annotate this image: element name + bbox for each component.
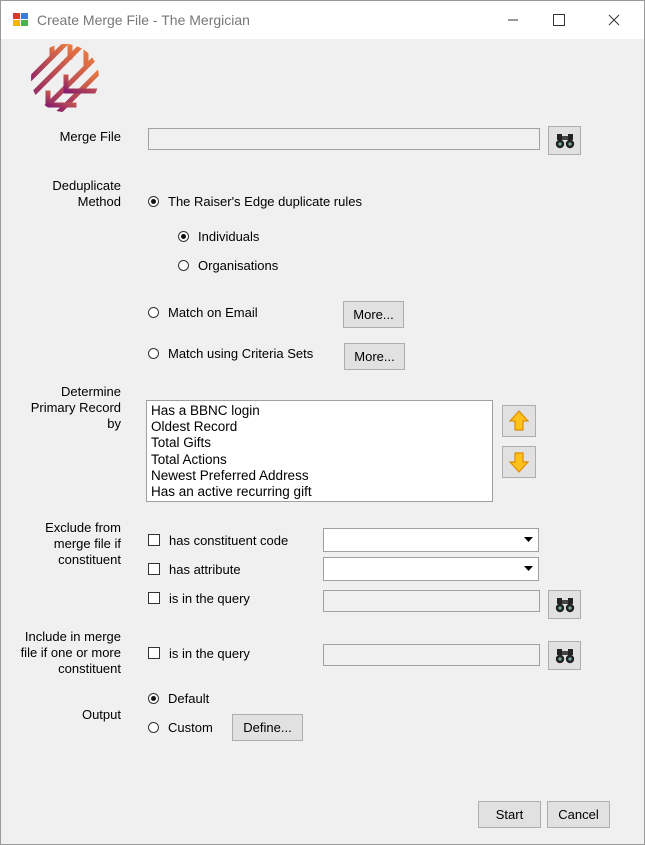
title-bar xyxy=(1,1,644,39)
merge-file-label xyxy=(21,129,121,145)
primary-label-line3: by xyxy=(107,416,121,431)
close-icon xyxy=(608,14,620,26)
merge-file-input[interactable] xyxy=(148,128,540,150)
match-criteria-more-button[interactable]: More... xyxy=(344,343,405,370)
attribute-dropdown[interactable] xyxy=(323,557,539,581)
cancel-button[interactable]: Cancel xyxy=(547,801,610,828)
binoculars-icon xyxy=(555,597,575,613)
exclude-constituent-code-label: has constituent code xyxy=(169,533,289,548)
dedupe-label-line2: Method xyxy=(77,194,121,209)
mergician-logo xyxy=(30,43,100,113)
exclude-query-checkbox[interactable] xyxy=(148,592,160,604)
list-item[interactable]: Has an active recurring gift xyxy=(151,484,312,500)
arrow-up-icon xyxy=(509,410,529,432)
include-label xyxy=(1,629,121,677)
re-rules-label: The Raiser's Edge duplicate rules xyxy=(168,194,362,209)
app-icon xyxy=(12,11,30,29)
merge-file-label-text: Merge File xyxy=(59,129,121,144)
binoculars-icon xyxy=(555,133,575,149)
browse-include-query-button[interactable] xyxy=(548,641,581,670)
exclude-attribute-label: has attribute xyxy=(169,562,241,577)
list-item[interactable]: Oldest Record xyxy=(151,419,238,435)
dedupe-label-line1: Deduplicate xyxy=(52,178,121,193)
output-custom-radio[interactable] xyxy=(148,722,159,733)
browse-merge-file-button[interactable] xyxy=(548,126,581,155)
re-rules-radio[interactable] xyxy=(148,196,159,207)
match-criteria-radio[interactable] xyxy=(148,348,159,359)
include-label-line2: file if one or more xyxy=(20,645,121,660)
include-label-line3: constituent xyxy=(58,661,121,676)
match-criteria-label: Match using Criteria Sets xyxy=(168,346,314,361)
exclude-label-line3: constituent xyxy=(58,552,121,567)
start-button[interactable]: Start xyxy=(478,801,541,828)
maximize-button[interactable] xyxy=(536,1,582,39)
exclude-attribute-checkbox[interactable] xyxy=(148,563,160,575)
minimize-icon xyxy=(507,14,519,26)
individuals-label: Individuals xyxy=(198,229,260,244)
match-email-more-button[interactable]: More... xyxy=(343,301,404,328)
exclude-label xyxy=(11,520,121,568)
output-default-label: Default xyxy=(168,691,210,706)
match-email-label: Match on Email xyxy=(168,305,258,320)
list-item[interactable]: Total Gifts xyxy=(151,435,212,451)
organisations-radio[interactable] xyxy=(178,260,189,271)
output-default-radio[interactable] xyxy=(148,693,159,704)
move-up-button[interactable] xyxy=(502,405,536,437)
include-query-checkbox[interactable] xyxy=(148,647,160,659)
exclude-label-line1: Exclude from xyxy=(45,520,121,535)
primary-record-list[interactable] xyxy=(146,400,493,502)
output-label-text: Output xyxy=(81,707,121,722)
close-button[interactable] xyxy=(591,1,637,39)
primary-label-line1: Determine xyxy=(61,384,121,399)
minimize-button[interactable] xyxy=(490,1,536,39)
output-custom-label: Custom xyxy=(168,720,213,735)
move-down-button[interactable] xyxy=(502,446,536,478)
organisations-label: Organisations xyxy=(198,258,279,273)
define-button[interactable]: Define... xyxy=(232,714,303,741)
chevron-down-icon xyxy=(521,531,536,547)
exclude-constituent-code-checkbox[interactable] xyxy=(148,534,160,546)
match-email-radio[interactable] xyxy=(148,307,159,318)
arrow-down-icon xyxy=(509,451,529,473)
list-item[interactable]: Has a BBNC login xyxy=(151,403,260,418)
primary-label-line2: Primary Record xyxy=(30,400,121,415)
constituent-code-dropdown[interactable] xyxy=(323,528,539,552)
window-title: Create Merge File - The Mergician xyxy=(37,12,250,28)
primary-record-label xyxy=(11,384,121,432)
include-label-line1: Include in merge xyxy=(24,629,121,644)
list-item[interactable]: Total Actions xyxy=(151,451,227,467)
individuals-radio[interactable] xyxy=(178,231,189,242)
maximize-icon xyxy=(553,14,565,26)
browse-exclude-query-button[interactable] xyxy=(548,590,581,619)
list-item[interactable]: Newest Preferred Address xyxy=(151,467,309,483)
exclude-label-line2: merge file if xyxy=(53,536,121,551)
exclude-query-label: is in the query xyxy=(169,591,250,606)
chevron-down-icon xyxy=(521,560,536,576)
output-label xyxy=(21,707,121,723)
include-query-input[interactable] xyxy=(323,644,540,666)
exclude-query-input[interactable] xyxy=(323,590,540,612)
dedupe-method-label xyxy=(21,178,121,210)
include-query-label: is in the query xyxy=(169,646,250,661)
binoculars-icon xyxy=(555,648,575,664)
